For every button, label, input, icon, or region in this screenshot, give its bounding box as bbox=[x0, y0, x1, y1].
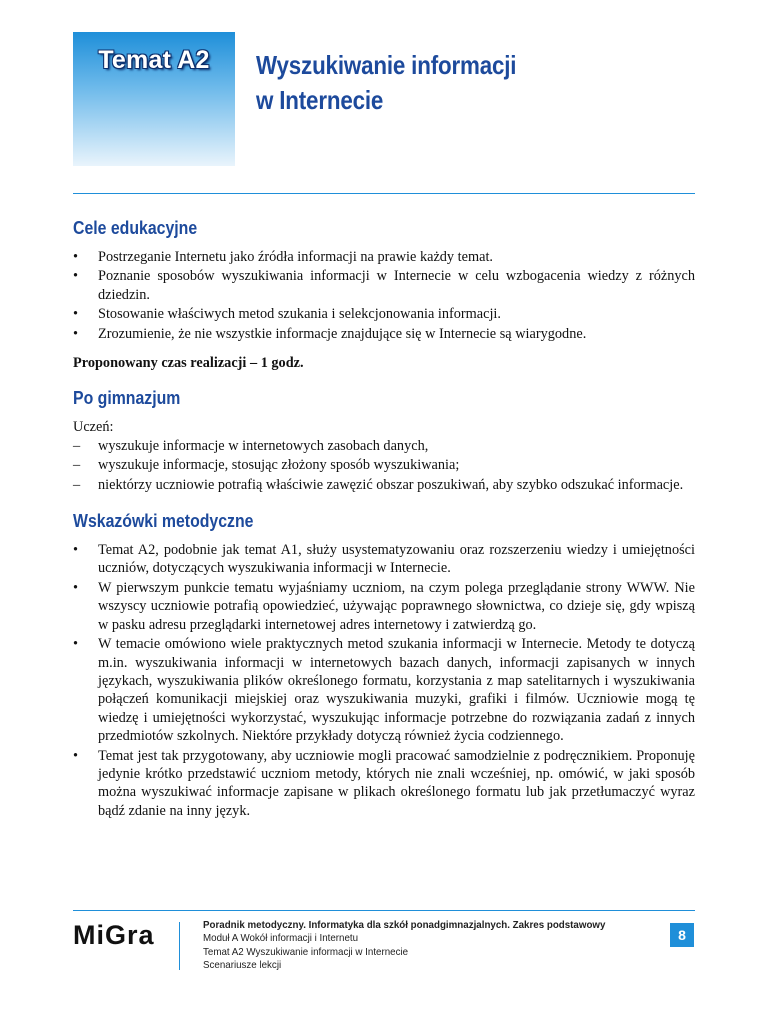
list-item: • Temat jest tak przygotowany, aby uczniowie mogli pracować samodzielnie z podręcznikiem. Proponuję jedynie krótko przedstawić uczniom metody, których nie znali wcześniej, np. omówić, w jaki sposób można wyszukiwać informacje zapisane w plikach określonego formatu lub jak przetłumaczyć wyraz bądź zdanie na inny język. bbox=[73, 747, 695, 819]
list-item: – wyszukuje informacje, stosując złożony sposób wyszukiwania; bbox=[73, 457, 460, 474]
bullet-marker: • bbox=[73, 325, 79, 342]
header-divider bbox=[73, 193, 695, 194]
publisher-logo: MiGra bbox=[73, 920, 155, 950]
bullet-marker: • bbox=[73, 306, 79, 323]
footer-topic: Temat A2 Wyszukiwanie informacji w Internecie bbox=[203, 945, 409, 958]
page-number: 8 bbox=[670, 923, 694, 947]
bullet-marker: • bbox=[73, 249, 79, 265]
outcomes-intro: Uczeń: bbox=[73, 419, 114, 436]
list-item: – wyszukuje informacje w internetowych zasobach danych, bbox=[73, 437, 429, 454]
time-note: Proponowany czas realizacji – 1 godz. bbox=[73, 355, 304, 372]
list-item: • Poznanie sposobów wyszukiwania informacji w Internecie w celu wzbogacenia wiedzy z różnych dziedzin. bbox=[73, 268, 695, 303]
page-title bbox=[256, 48, 634, 118]
topic-label: Temat A2 bbox=[98, 46, 210, 74]
bullet-marker: • bbox=[73, 636, 79, 653]
list-item: • W pierwszym punkcie tematu wyjaśniamy uczniom, na czym polega przeglądanie strony WWW. Nie wszyscy uczniowie potrafią opowiedzieć, używając poprawnego słownictwa, co dzieje się, gdy wpiszą w pasku adresu przeglądarki internetowej adres internetowy i zatwierdzą go. bbox=[73, 579, 695, 633]
outcomes-list bbox=[73, 437, 695, 494]
footer-module: Moduł A Wokół informacji i Internetu bbox=[203, 932, 359, 945]
section-heading-methodology: Wskazówki metodyczne bbox=[73, 511, 254, 532]
topic-badge bbox=[73, 32, 235, 166]
list-item: – niektórzy uczniowie potrafią właściwie zawęzić obszar poszukiwań, aby szybko odszukać informacje. bbox=[73, 476, 684, 493]
bullet-marker: • bbox=[73, 542, 79, 559]
page-title-line1: Wyszukiwanie informacji bbox=[256, 50, 517, 80]
bullet-marker: • bbox=[73, 268, 79, 285]
list-item: • Stosowanie właściwych metod szukania i selekcjonowania informacji. bbox=[73, 306, 501, 323]
footer-book-title: Poradnik metodyczny. Informatyka dla szkół ponadgimnazjalnych. Zakres podstawowy bbox=[203, 919, 606, 931]
main-content bbox=[73, 214, 695, 821]
list-item: • Temat A2, podobnie jak temat A1, służy usystematyzowaniu oraz rozszerzeniu wiedzy i umiejętności uczniów, dotyczących wyszukiwania informacji w Internecie. bbox=[73, 542, 695, 577]
methodology-list bbox=[73, 541, 695, 820]
dash-marker: – bbox=[73, 457, 81, 474]
goals-list bbox=[73, 248, 695, 343]
footer-divider bbox=[73, 910, 695, 911]
footer-section: Scenariusze lekcji bbox=[203, 958, 282, 971]
bullet-marker: • bbox=[73, 747, 79, 764]
bullet-marker: • bbox=[73, 579, 79, 596]
page-title-line2: w Internecie bbox=[256, 85, 384, 115]
list-item: • W temacie omówiono wiele praktycznych metod szukania informacji w Internecie. Metody te dotyczą m.in. wyszukiwania informacji w internetowych bazach danych, informacji zapisanych w innych językach, wyszukiwania plików określonego formatu, korzystania z map satelitarnych i wyszukiwania połączeń komunikacji miejskiej oraz wyszukiwania muzyki, grafiki i filmów. Uczniowie mogą tę wiedzę i umiejętności wykorzystać, wyszukując informacje potrzebne do rozwiązania zadań z innych przedmiotów szkolnych. Niektóre przykłady dotyczą również życia codziennego. bbox=[73, 636, 695, 745]
section-heading-goals: Cele edukacyjne bbox=[73, 218, 198, 238]
list-item: • Zrozumienie, że nie wszystkie informacje znajdujące się w Internecie są wiarygodne. bbox=[73, 325, 587, 342]
dash-marker: – bbox=[73, 437, 81, 454]
footer-info bbox=[203, 919, 622, 972]
footer-separator bbox=[179, 922, 180, 970]
list-item: • Postrzeganie Internetu jako źródła informacji na prawie każdy temat. bbox=[73, 249, 493, 265]
dash-marker: – bbox=[73, 476, 81, 493]
section-heading-outcomes: Po gimnazjum bbox=[73, 388, 181, 409]
